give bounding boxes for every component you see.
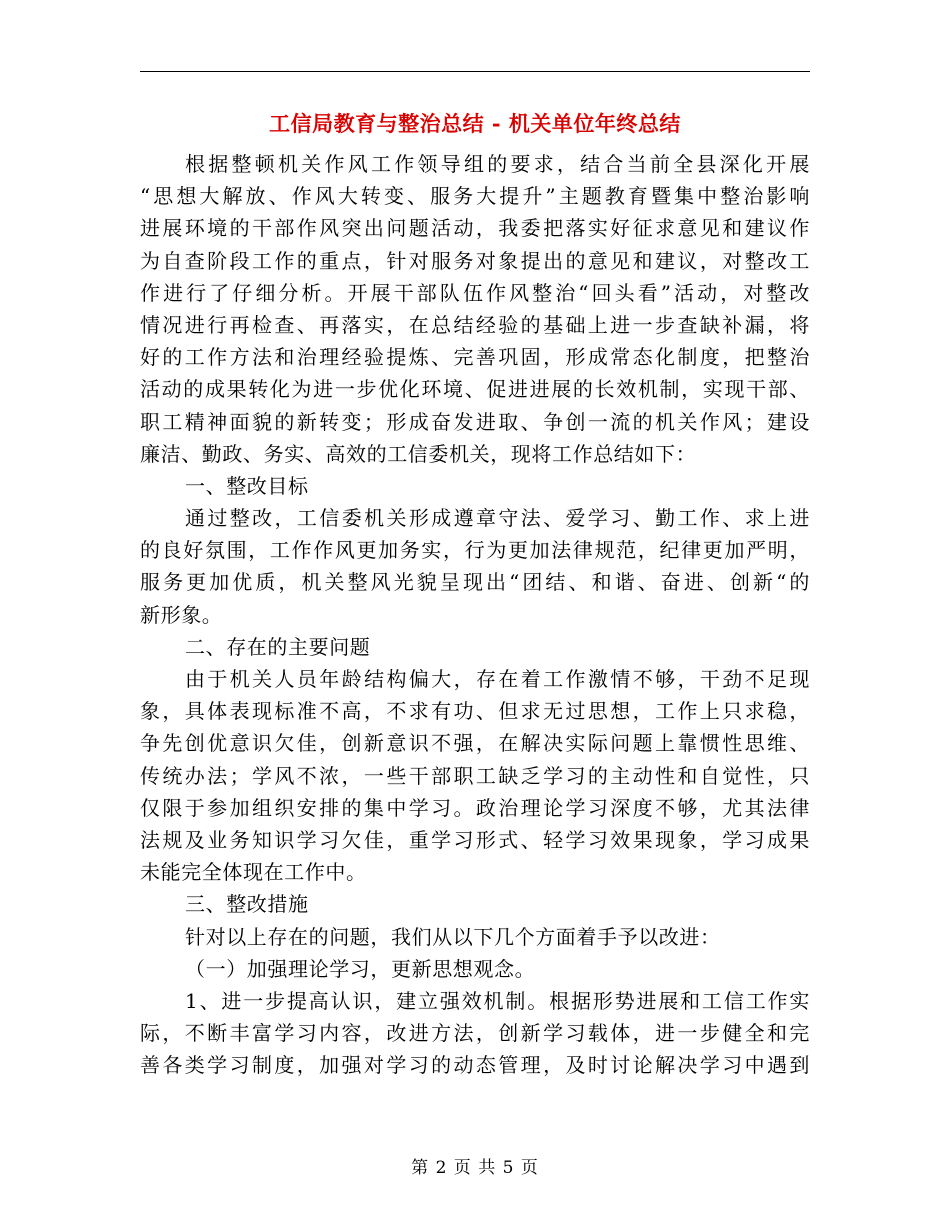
paragraph-line: 际，不断丰富学习内容，改进方法，创新学习载体，进一步健全和完 [140, 1021, 810, 1046]
paragraph-line: 新形象。 [140, 602, 223, 627]
paragraph-line: 仅限于参加组织安排的集中学习。政治理论学习深度不够，尤其法律 [140, 795, 810, 820]
paragraph-line: 职工精神面貌的新转变；形成奋发进取、争创一流的机关作风；建设 [140, 409, 810, 434]
header-rule [140, 71, 810, 72]
paragraph-line: 传统办法；学风不浓，一些干部职工缺乏学习的主动性和自觉性，只 [140, 763, 810, 788]
paragraph-line: 由于机关人员年龄结构偏大，存在着工作激情不够，干劲不足现 [185, 667, 810, 691]
section-heading: 三、整改措施 [185, 892, 309, 917]
paragraph-line: 作进行了仔细分析。开展干部队伍作风整治“回头看”活动，对整改 [140, 280, 810, 305]
paragraph-line: 象，具体表现标准不高，不求有功、但求无过思想，工作上只求稳， [140, 699, 810, 724]
subsection-heading: （一）加强理论学习，更新思想观念。 [185, 956, 536, 981]
paragraph-line: 服务更加优质，机关整风光貌呈现出“团结、和谐、奋进、创新“的 [140, 570, 810, 595]
section-heading: 二、存在的主要问题 [185, 634, 371, 659]
paragraph-line: 情况进行再检查、再落实，在总结经验的基础上进一步查缺补漏，将 [140, 312, 810, 337]
paragraph-line: 进展环境的干部作风突出问题活动，我委把落实好征求意见和建议作 [140, 216, 810, 241]
paragraph-line: 1、进一步提高认识，建立强效机制。根据形势进展和工信工作实 [185, 988, 810, 1013]
paragraph-line: 通过整改，工信委机关形成遵章守法、爱学习、勤工作、求上进 [185, 506, 810, 531]
paragraph-line: 活动的成果转化为进一步优化环境、促进进展的长效机制，实现干部、 [140, 377, 810, 402]
paragraph-line: 善各类学习制度，加强对学习的动态管理，及时讨论解决学习中遇到 [140, 1053, 810, 1078]
paragraph-line: 争先创优意识欠佳，创新意识不强，在解决实际问题上靠惯性思维、 [140, 731, 810, 756]
paragraph-line: 法规及业务知识学习欠佳，重学习形式、轻学习效果现象，学习成果 [140, 827, 810, 852]
paragraph-line: 好的工作方法和治理经验提炼、完善巩固，形成常态化制度，把整治 [140, 345, 810, 370]
paragraph-line: 的良好氛围，工作作风更加务实，行为更加法律规范，纪律更加严明， [140, 538, 810, 563]
paragraph-line: 未能完全体现在工作中。 [140, 860, 367, 885]
document-title: 工信局教育与整治总结 - 机关单位年终总结 [269, 111, 681, 136]
section-heading: 一、整改目标 [185, 473, 309, 498]
paragraph-line: 针对以上存在的问题，我们从以下几个方面着手予以改进： [185, 924, 721, 949]
page-footer: 第 2 页 共 5 页 [411, 1158, 539, 1178]
document-body [140, 148, 810, 1081]
paragraph-line: 廉洁、勤政、务实、高效的工信委机关，现将工作总结如下： [140, 441, 697, 466]
paragraph-line: 为自查阶段工作的重点，针对服务对象提出的意见和建议，对整改工 [140, 248, 810, 273]
paragraph-line: 根据整顿机关作风工作领导组的要求，结合当前全县深化开展 [185, 152, 810, 176]
paragraph-line: “思想大解放、作风大转变、服务大提升”主题教育暨集中整治影响 [140, 184, 810, 209]
